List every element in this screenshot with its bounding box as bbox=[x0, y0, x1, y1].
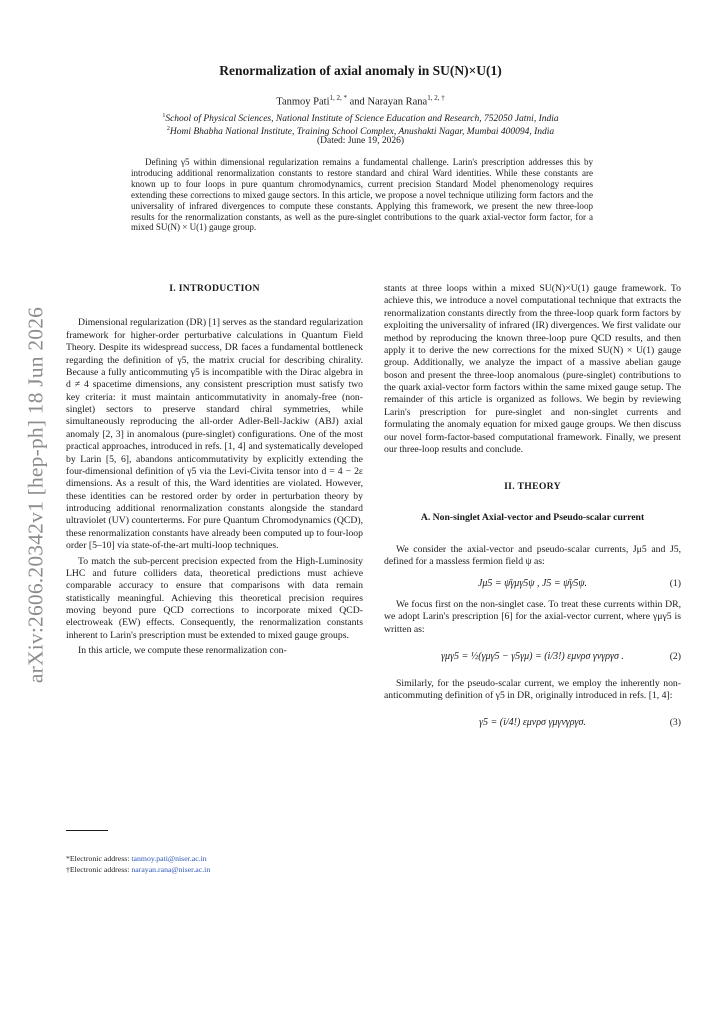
author-name: Tanmoy Pati bbox=[276, 96, 330, 108]
footnote-2: †Electronic address: narayan.rana@niser.ac.in bbox=[66, 865, 211, 875]
left-column bbox=[66, 283, 363, 658]
author-affiliation-marker: 1, 2, * bbox=[329, 94, 348, 102]
footnote-rule bbox=[66, 830, 108, 831]
equation-number: (1) bbox=[669, 577, 681, 589]
equation-number: (2) bbox=[669, 650, 681, 662]
equation-body: γ5 = (i/4!) εμνρσ γμγνγργσ. bbox=[479, 716, 586, 728]
section-heading: II. THEORY bbox=[504, 481, 561, 493]
intro-paragraph-3: In this article, we compute these renormalization con- bbox=[78, 645, 287, 657]
affiliation-2: $^2$Homi Bhabha National Institute, Training School Complex, Anushakti Nagar, Mumbai 400094, India bbox=[166, 126, 555, 138]
equation-2 bbox=[384, 636, 681, 678]
date-line: (Dated: June 19, 2026) bbox=[316, 136, 405, 146]
author-affiliation-marker: 1, 2, † bbox=[427, 94, 445, 102]
paper-title: Renormalization of axial anomaly in SU(N)×U(1) bbox=[219, 63, 502, 78]
affiliation-1: $^1$School of Physical Sciences, National Institute of Science Education and Research, 752050 Jatni, India bbox=[162, 113, 559, 125]
right-column bbox=[384, 283, 681, 743]
theory-paragraph-3: Similarly, for the pseudo-scalar current, we employ the inherently non-anticommuting definition of γ5 in DR, originally introduced in refs. [1, 4]: bbox=[384, 677, 681, 702]
equation-number: (3) bbox=[669, 716, 681, 728]
equation-3 bbox=[384, 703, 681, 743]
subsection-heading: A. Non-singlet Axial-vector and Pseudo-scalar current bbox=[420, 511, 645, 523]
author-conjunction: and bbox=[349, 96, 365, 108]
theory-paragraph-2: We focus first on the non-singlet case. To treat these currents within DR, we adopt Larin's prescription [6] for the axial-vector current, where γμγ5 is written as: bbox=[384, 598, 681, 635]
footnote-1: *Electronic address: tanmoy.pati@niser.ac.in bbox=[66, 854, 207, 863]
intro-paragraph-1: Dimensional regularization (DR) [1] serves as the standard regularization framework for higher-order perturbative calculations in Quantum Field Theory. Despite its widespread success, DR faces a fundamental bottleneck regarding the definition of γ5, the matrix crucial for describing chirality. Because a fully anticommuting γ5 is incompatible with the Dirac algebra in d ≠ 4 spacetime dimensions, any consistent prescription must satisfy two key criteria: it must maintain anticommutativity in anomaly-free (non-singlet) sectors to preserve standard chiral symmetries, while simultaneously reproducing the all-order Adler-Bell-Jackiw (ABJ) axial anomaly [2, 3] in anomalous (pure-singlet) configurations. One of the most practical approaches, introduced in refs. [1, 4] and systematically developed by Larin [5, 6], abandons anticommutativity by explicitly extending the four-dimensional definition of γ5 via the Levi-Civita tensor into d = 4 − 2ε dimensions. As a result of this, the Ward identities are violated. However, these identities can be restored order by order in perturbation theory by introducing additional renormalization constants alongside the standard ultraviolet (UV) counterterms. For pure Quantum Chromodynamics (QCD), these renormalization constants have already been computed up to four-loop order [5–10] via state-of-the-art multi-loop techniques. bbox=[66, 317, 363, 552]
equation-1 bbox=[384, 569, 681, 599]
abstract: Defining γ5 within dimensional regularization remains a fundamental challenge. Larin's prescription addresses this by introducing additional renormalization constants to restore standard and chiral Ward identities. While these constants are known up to four loops in pure quantum chromodynamics, current precision Standard Model phenomenology requires extending these corrections to mixed gauge sectors. In this article, we propose a novel technique utilizing form factors and the universality of infrared divergences to compute these constants. Applying this framework, we present the new three-loop results for the renormalization constants, as well as the pure-singlet contributions to the quark axial-vector form factor, for a mixed SU(N) × U(1) gauge group. bbox=[131, 157, 593, 233]
intro-paragraph-2: To match the sub-percent precision expected from the High-Luminosity LHC and future colliders data, theoretical predictions must achieve comparable accuracy to ensure that comparisons with data remain statistically meaningful. Achieving this theoretical precision requires moving beyond pure QCD corrections to incorporate mixed QCD-electroweak (EW) effects. Consequently, the renormalization constants inherent to Larin's prescription must be extended to mixed gauge groups. bbox=[66, 555, 363, 641]
equation-body: Jμ5 = ψ̄γμγ5ψ , J5 = ψ̄γ5ψ. bbox=[477, 577, 588, 589]
theory-paragraph-1: We consider the axial-vector and pseudo-scalar currents, Jμ5 and J5, defined for a massless fermion field ψ as: bbox=[384, 544, 681, 568]
email-link[interactable]: narayan.rana@niser.ac.in bbox=[131, 865, 211, 875]
intro-paragraph-continued: stants at three loops within a mixed SU(N)×U(1) gauge framework. To achieve this, we introduce a novel computational technique that extracts the renormalization constants directly from the three-loop quark form factors by exploiting the universality of infrared (IR) divergences. We first validate our method by reproducing the known three-loop pure QCD results, and then apply it to derive the new corrections for the mixed SU(N) × U(1) gauge group. Additionally, we analyze the impact of a massive abelian gauge boson and present the three-loop anomalous (pure-singlet) contributions to the quark axial-vector form factors within the same mixed gauge setup. The remainder of this article is organized as follows. We begin by reviewing Larin's prescription for pure-singlet and non-singlet currents and formulating the anomaly equation for mixed gauge groups. We then discuss our novel form-factor-based computational framework. Finally, we present our three-loop results and conclude. bbox=[384, 283, 681, 455]
author-name: Narayan Rana bbox=[367, 96, 428, 108]
arxiv-identifier-text: arXiv:2606.20342v1 [hep-ph] 18 Jun 2026 bbox=[23, 306, 48, 684]
footnotes bbox=[66, 853, 210, 875]
author-line bbox=[0, 94, 721, 108]
arxiv-identifier-stamp bbox=[16, 295, 56, 695]
equation-body: γμγ5 = ½(γμγ5 − γ5γμ) = (i/3!) εμνρσ γνγργσ . bbox=[441, 650, 624, 662]
section-heading: I. INTRODUCTION bbox=[169, 283, 260, 294]
email-link[interactable]: tanmoy.pati@niser.ac.in bbox=[131, 854, 207, 863]
